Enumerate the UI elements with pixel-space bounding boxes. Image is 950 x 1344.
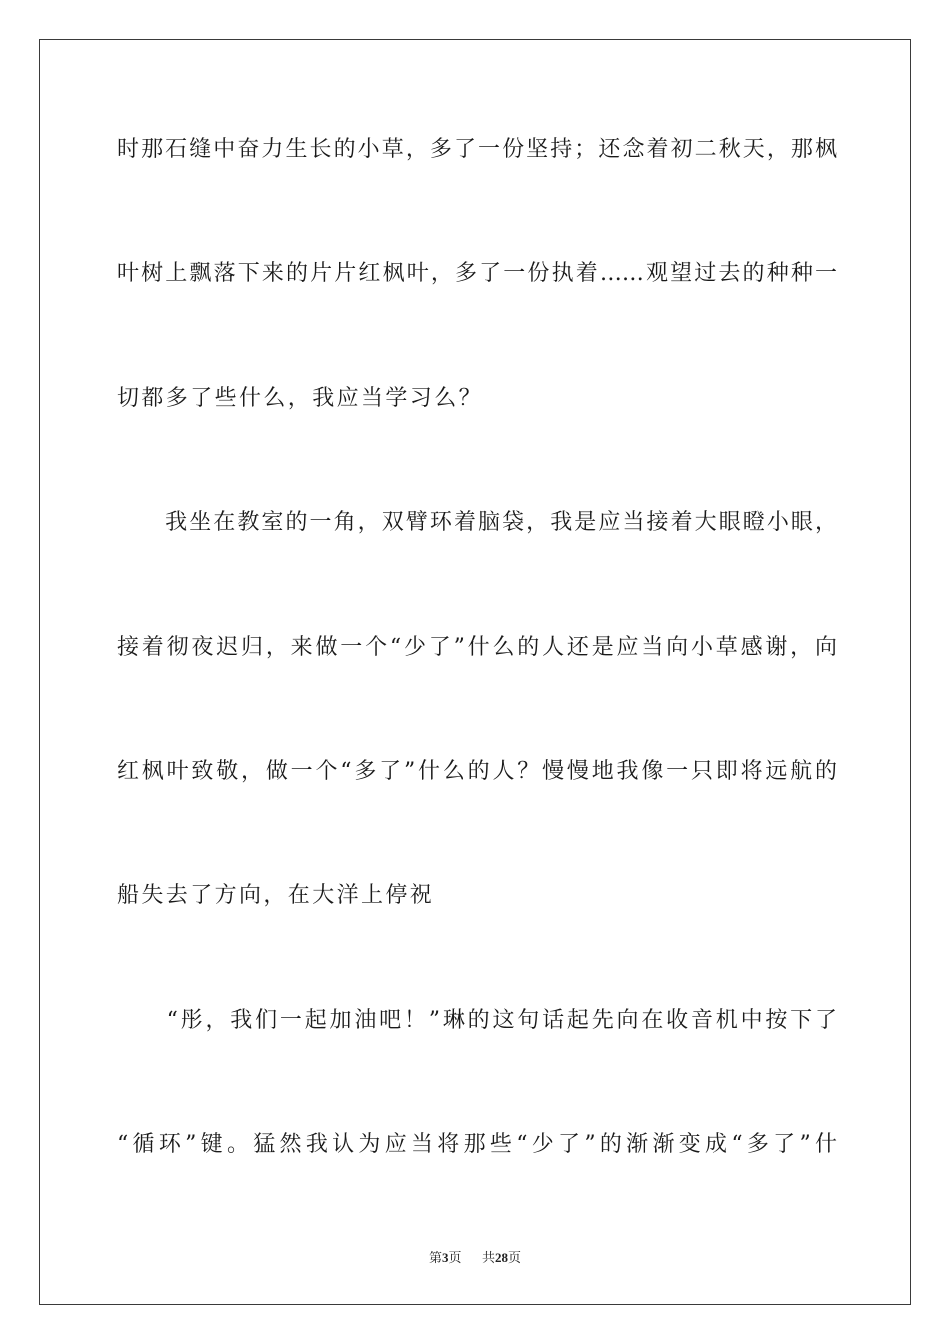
page-border [39, 39, 911, 1305]
paragraph-line-9: “循环”键。猛然我认为应当将那些“少了”的渐渐变成“多了”什 [117, 1132, 837, 1157]
paragraph-line-1: 时那石缝中奋力生长的小草，多了一份坚持；还念着初二秋天，那枫 [117, 137, 837, 162]
paragraph-line-7: 船失去了方向，在大洋上停祝 [117, 883, 435, 908]
paragraph-line-2: 叶树上飘落下来的片片红枫叶，多了一份执着……观望过去的种种一 [117, 261, 837, 286]
footer-total-prefix: 共 [482, 1250, 496, 1265]
paragraph-line-3: 切都多了些什么，我应当学习么？ [117, 386, 484, 411]
footer-page-number: 3 [441, 1250, 449, 1265]
paragraph-line-6: 红枫叶致敬，做一个“多了”什么的人？慢慢地我像一只即将远航的 [117, 759, 837, 784]
page-footer [0, 1249, 950, 1267]
paragraph-line-5: 接着彻夜迟归，来做一个“少了”什么的人还是应当向小草感谢，向 [117, 635, 837, 660]
footer-page-suffix: 页 [448, 1250, 462, 1265]
footer-page-prefix: 第 [428, 1250, 442, 1265]
footer-total-suffix: 页 [508, 1250, 522, 1265]
paragraph-line-8: “彤，我们一起加油吧！”琳的这句话起先向在收音机中按下了 [117, 1008, 837, 1033]
footer-total-pages: 28 [495, 1250, 509, 1265]
paragraph-line-4: 我坐在教室的一角，双臂环着脑袋，我是应当接着大眼瞪小眼， [117, 510, 837, 535]
